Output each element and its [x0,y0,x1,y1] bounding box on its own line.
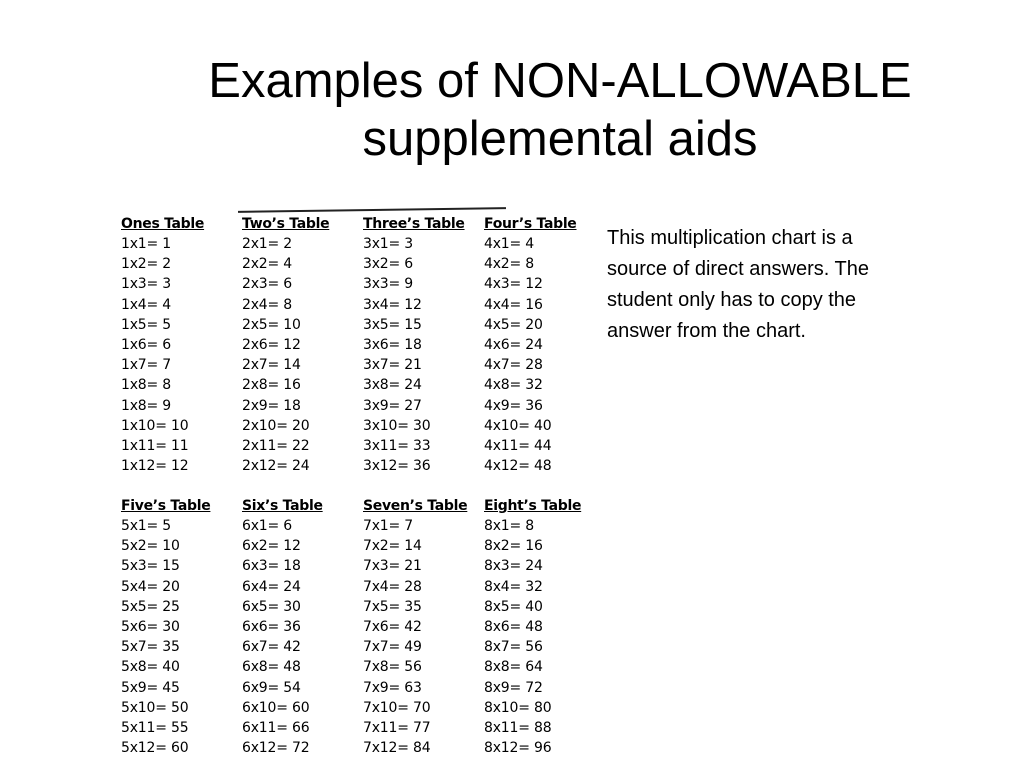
times-table-row: 1x1= 1 [121,236,171,252]
slide-title-line-2: supplemental aids [362,112,758,166]
times-table-column [352,496,473,758]
times-table-row: 4x4= 16 [484,296,543,313]
times-table-row: 2x3= 6 [242,276,292,293]
times-table-row: 7x2= 14 [363,538,422,555]
times-table-row: 1x10= 10 [121,417,189,434]
times-table-row: 3x7= 21 [363,357,422,374]
times-table-row: 3x4= 12 [363,296,422,313]
times-table-row: 2x4= 8 [242,296,292,313]
times-table-row: 8x7= 56 [484,639,543,656]
times-table-row: 3x3= 9 [363,276,413,293]
times-table-row: 1x12= 12 [121,458,189,475]
times-table-row: 6x12= 72 [242,740,310,757]
times-table-row: 6x7= 42 [242,639,301,656]
times-table-column [231,496,352,758]
times-table-row: 3x6= 18 [363,336,422,353]
times-table-row: 1x6= 6 [121,336,171,353]
times-table-row: 2x9= 18 [242,397,301,414]
times-table-row: 1x3= 3 [121,276,171,293]
times-table-row: 8x11= 88 [484,719,552,736]
times-table-row: 6x8= 48 [242,659,301,676]
times-table-row: 5x11= 55 [121,719,189,736]
times-table-row: 3x12= 36 [363,458,431,475]
times-table-column [473,214,594,476]
times-table-row: 5x12= 60 [121,740,189,757]
times-table-row: 3x8= 24 [363,377,422,394]
times-table-row: 6x5= 30 [242,598,301,615]
times-table-row: 3x10= 30 [363,417,431,434]
times-table-heading: Seven’s Table [363,498,468,514]
times-table-row: 8x9= 72 [484,679,543,696]
times-table-row: 5x6= 30 [121,618,180,635]
times-table-row: 4x2= 8 [484,256,534,273]
times-table-row: 8x8= 64 [484,659,543,676]
times-table-row: 5x9= 45 [121,679,180,696]
times-table-row: 5x5= 25 [121,598,180,615]
times-table-row: 1x2= 2 [121,256,171,273]
times-table-heading: Two’s Table [242,216,330,232]
slide-title [110,52,1010,168]
times-table-row: 5x1= 5 [121,518,171,534]
times-table-row: 8x2= 16 [484,538,543,555]
times-table-row: 7x9= 63 [363,679,422,696]
times-table-heading: Eight’s Table [484,498,582,514]
times-table-row: 2x5= 10 [242,316,301,333]
times-table-row: 6x11= 66 [242,719,310,736]
times-table-column [110,496,231,758]
times-table-row: 4x12= 48 [484,458,552,475]
tables-row-bottom [110,496,595,758]
times-table-column [231,214,352,476]
times-table-row: 3x11= 33 [363,437,431,454]
times-table-row: 8x10= 80 [484,699,552,716]
times-table-row: 3x9= 27 [363,397,422,414]
times-table-row: 3x2= 6 [363,256,413,273]
times-table-row: 2x1= 2 [242,236,292,252]
times-table-row: 5x8= 40 [121,659,180,676]
times-table-row: 2x7= 14 [242,357,301,374]
times-table-row: 7x5= 35 [363,598,422,615]
times-table-row: 7x3= 21 [363,558,422,575]
times-table-row: 6x2= 12 [242,538,301,555]
times-table-column [473,496,594,758]
times-table-row: 5x10= 50 [121,699,189,716]
times-table-row: 2x6= 12 [242,336,301,353]
times-table-row: 8x4= 32 [484,578,543,595]
times-table-heading: Five’s Table [121,498,211,514]
times-table-row: 2x10= 20 [242,417,310,434]
times-table-row: 6x10= 60 [242,699,310,716]
times-table-row: 2x8= 16 [242,377,301,394]
tables-row-top [110,214,595,476]
times-table-row: 2x2= 4 [242,256,292,273]
times-table-row: 1x8= 9 [121,397,171,414]
times-table-row: 7x8= 56 [363,659,422,676]
slide-note: This multiplication chart is a source of direct answers. The student only has to copy the answer from the chart. [607,227,869,342]
times-table-row: 1x4= 4 [121,296,171,313]
times-table-row: 5x4= 20 [121,578,180,595]
times-table-row: 6x3= 18 [242,558,301,575]
times-table-heading: Four’s Table [484,216,577,232]
times-table-row: 5x7= 35 [121,639,180,656]
times-table-column [352,214,473,476]
times-table-row: 8x6= 48 [484,618,543,635]
times-table-row: 6x6= 36 [242,618,301,635]
times-table-row: 7x7= 49 [363,639,422,656]
times-table-row: 8x3= 24 [484,558,543,575]
times-table-row: 7x10= 70 [363,699,431,716]
times-table-row: 7x1= 7 [363,518,413,534]
times-table-row: 4x10= 40 [484,417,552,434]
scan-top-rule [238,207,506,213]
times-table-row: 7x4= 28 [363,578,422,595]
times-table-row: 4x9= 36 [484,397,543,414]
times-table-row: 4x7= 28 [484,357,543,374]
times-table-column [110,214,231,476]
times-table-row: 8x12= 96 [484,740,552,757]
times-table-row: 1x5= 5 [121,316,171,333]
times-table-row: 4x8= 32 [484,377,543,394]
times-table-row: 4x1= 4 [484,236,534,252]
times-table-row: 4x11= 44 [484,437,552,454]
times-table-row: 8x5= 40 [484,598,543,615]
times-table-row: 7x6= 42 [363,618,422,635]
times-table-row: 7x11= 77 [363,719,431,736]
times-table-row: 4x6= 24 [484,336,543,353]
times-table-row: 2x12= 24 [242,458,310,475]
times-table-row: 6x1= 6 [242,518,292,534]
times-table-heading: Three’s Table [363,216,465,232]
multiplication-chart-scan [110,205,595,768]
times-table-row: 1x8= 8 [121,377,171,394]
times-table-row: 6x9= 54 [242,679,301,696]
times-table-row: 2x11= 22 [242,437,310,454]
times-table-row: 4x3= 12 [484,276,543,293]
times-table-row: 7x12= 84 [363,740,431,757]
times-table-row: 6x4= 24 [242,578,301,595]
times-table-row: 1x11= 11 [121,437,189,454]
times-table-row: 1x7= 7 [121,357,171,374]
times-table-row: 5x3= 15 [121,558,180,575]
times-table-heading: Six’s Table [242,498,323,514]
times-table-row: 3x1= 3 [363,236,413,252]
times-table-row: 4x5= 20 [484,316,543,333]
times-table-row: 5x2= 10 [121,538,180,555]
slide-title-line-1: Examples of NON-ALLOWABLE [208,54,912,108]
times-table-row: 8x1= 8 [484,518,534,534]
times-table-row: 3x5= 15 [363,316,422,333]
times-table-heading: Ones Table [121,216,205,232]
